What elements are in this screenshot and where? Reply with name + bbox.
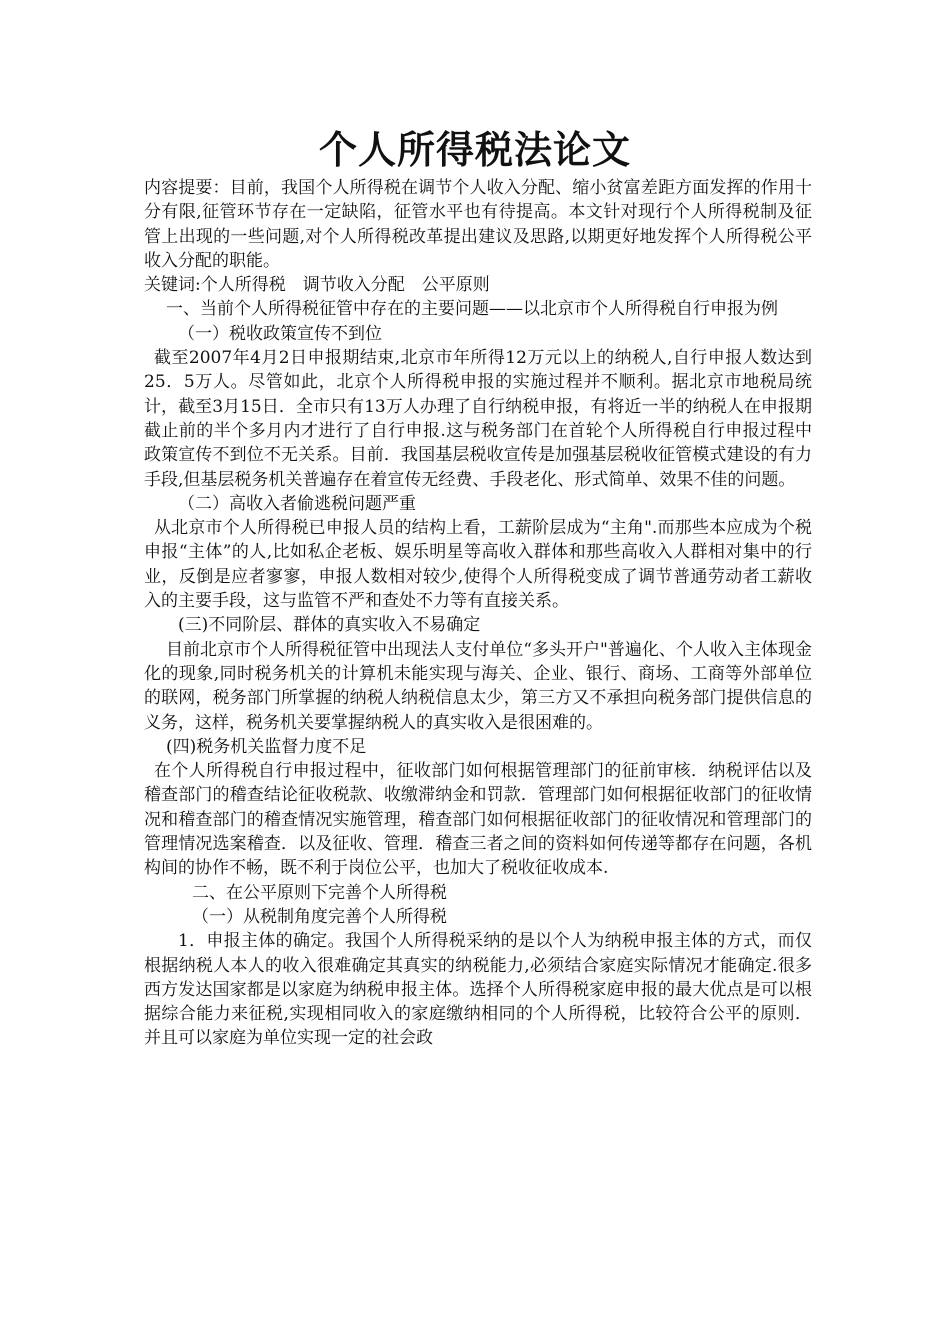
body-paragraph: 截至2007年4月2日申报期结束,北京市年所得12万元以上的纳税人,自行申报人数达到25．5万人。尽管如此，北京个人所得税申报的实施过程并不顺利。据北京市地税局统计，截至3月15日．全市只有13万人办理了自行纳税申报，有将近一半的纳税人在申报期截止前的半个多月内才进行了自行申报.这与税务部门在首轮个人所得税自行申报过程中政策宣传不到位不无关系。目前．我国基层税收宣传是加强基层税收征管模式建设的有力手段,但基层税务机关普遍存在着宣传无经费、手段老化、形式简单、效果不佳的问题。	[144, 348, 812, 490]
body-paragraph: 1．申报主体的确定。我国个人所得税采纳的是以个人为纳税申报主体的方式，而仅根据纳税人本人的收入很难确定其真实的纳税能力,必须结合家庭实际情况才能确定.很多西方发达国家都是以家庭为纳税申报主体。选择个人所得税家庭申报的最大优点是可以根据综合能力来征税,实现相同收入的家庭缴纳相同的个人所得税，比较符合公平的原则．并且可以家庭为单位实现一定的社会政	[144, 931, 812, 1049]
body-paragraph: 从北京市个人所得税已申报人员的结构上看，工薪阶层成为“主角".而那些本应成为个税申报“主体”的人,比如私企老板、娱乐明星等高收入群体和那些高收入人群相对集中的行业，反倒是应者寥寥，申报人数相对较少,使得个人所得税变成了调节普通劳动者工薪收入的主要手段，这与监管不严和查处不力等有直接关系。	[144, 518, 812, 612]
keywords-line: 关键词:个人所得税 调节收入分配 公平原则	[144, 275, 490, 296]
abstract-paragraph: 内容提要：目前，我国个人所得税在调节个人收入分配、缩小贫富差距方面发挥的作用十分有限,征管环节存在一定缺陷，征管水平也有待提高。本文针对现行个人所得税制及征管上出现的一些问题,对个人所得税改革提出建议及思路,以期更好地发挥个人所得税公平收入分配的职能。	[144, 178, 812, 271]
document-title: 个人所得税法论文	[318, 127, 631, 172]
subsection-heading-1-3: (三)不同阶层、群体的真实收入不易确定	[178, 615, 481, 636]
body-paragraph: 在个人所得税自行申报过程中，征收部门如何根据管理部门的征前审核．纳税评估以及稽查部门的稽查结论征收税款、收缴滞纳金和罚款．管理部门如何根据征收部门的征收情况和稽查部门的稽查情况实施管理，稽查部门如何根据征收部门的征收情况和管理部门的管理情况选案稽查．以及征收、管理．稽查三者之间的资料如何传递等都存在问题，各机构间的协作不畅，既不利于岗位公平，也加大了税收征收成本.	[144, 761, 812, 879]
subsection-heading-2-1: （一）从税制角度完善个人所得税	[192, 906, 447, 927]
subsection-heading-1-1: （一）税收政策宣传不到位	[178, 323, 382, 344]
document-body	[144, 176, 812, 1051]
subsection-heading-1-4: (四)税务机关监督力度不足	[166, 736, 367, 757]
subsection-heading-1-2: （二）高收入者偷逃税问题严重	[178, 493, 416, 514]
section-heading-2: 二、在公平原则下完善个人所得税	[192, 882, 447, 903]
body-paragraph: 目前北京市个人所得税征管中出现法人支付单位“多头开户"普遍化、个人收入主体现金化的现象,同时税务机关的计算机未能实现与海关、企业、银行、商场、工商等外部单位的联网，税务部门所掌握的纳税人纳税信息太少，第三方又不承担向税务部门提供信息的义务，这样，税务机关要掌握纳税人的真实收入是很困难的。	[144, 639, 812, 733]
section-heading-1: 一、当前个人所得税征管中存在的主要问题——以北京市个人所得税自行申报为例	[166, 299, 778, 320]
